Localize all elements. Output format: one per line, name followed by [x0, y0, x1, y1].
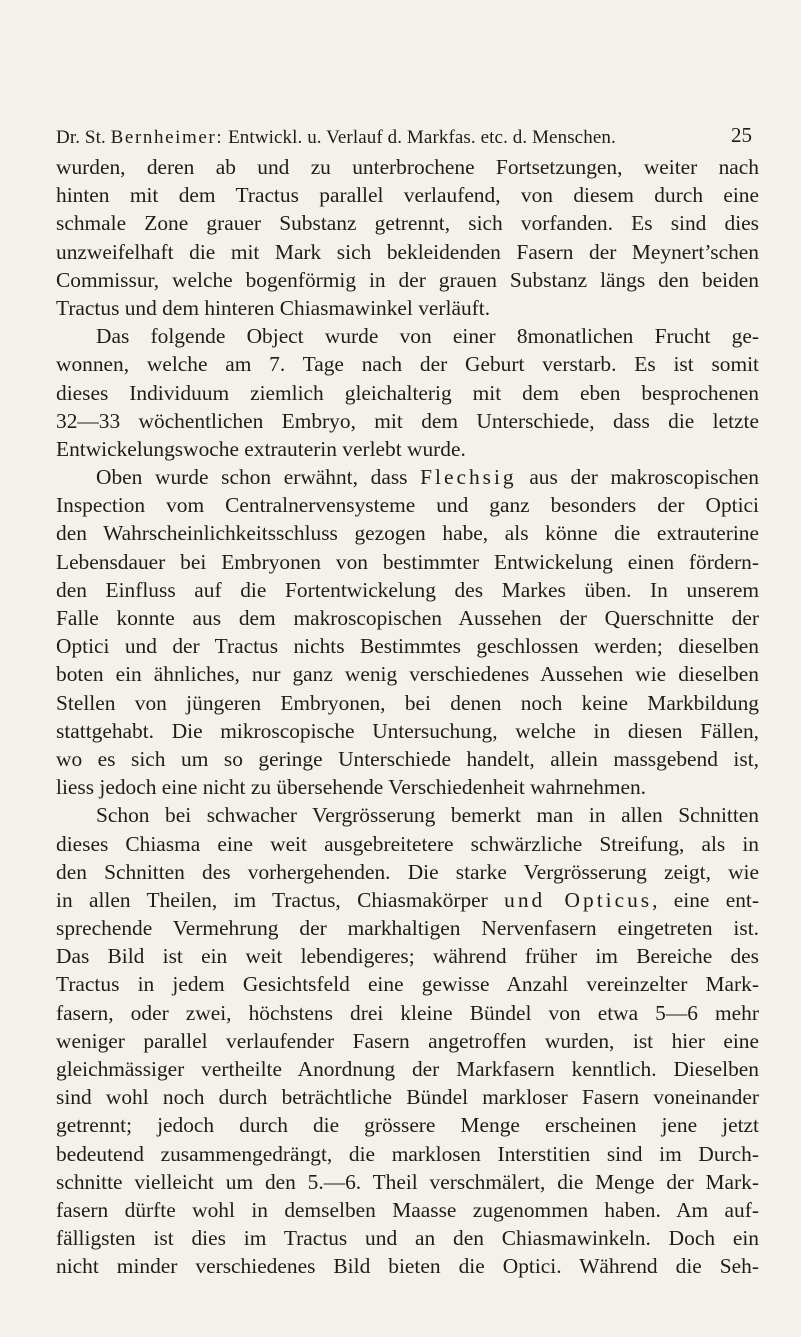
text-line: unzweifelhaft die mit Mark sich bekleidenden Fasern der Meynert’schen — [56, 239, 759, 264]
text-line: Stellen von jüngeren Embryonen, bei denen noch keine Markbildung — [56, 690, 759, 715]
text-line: Tractus in jedem Gesichtsfeld eine gewisse Anzahl vereinzelter Mark- — [56, 972, 759, 997]
text-line: fasern, oder zwei, höchstens drei kleine Bündel von etwa 5—6 mehr — [56, 1000, 759, 1025]
text-line: Das folgende Object wurde von einer 8monatlichen Frucht ge- — [96, 324, 759, 349]
text-line: stattgehabt. Die mikroscopische Untersuchung, welche in diesen Fällen, — [56, 718, 759, 743]
text-line: wo es sich um so geringe Unterschiede handelt, allein massgebend ist, — [56, 746, 759, 771]
text-line: den Einfluss auf die Fortentwickelung des Markes üben. In unserem — [56, 577, 759, 602]
text-line: wurden, deren ab und zu unterbrochene Fortsetzungen, weiter nach — [56, 155, 759, 179]
text-line: Entwickelungswoche extrauterin verlebt wurde. — [56, 436, 466, 461]
text-line: Schon bei schwacher Vergrösserung bemerkt man in allen Schnitten — [96, 803, 759, 828]
text-line: nicht minder verschiedenes Bild bieten die Optici. Während die Seh- — [56, 1254, 759, 1279]
page-number: 25 — [731, 123, 752, 147]
text-line: Optici und der Tractus nichts Bestimmtes geschlossen werden; dieselben — [56, 634, 759, 659]
text-line: wonnen, welche am 7. Tage nach der Geburt verstarb. Es ist somit — [56, 352, 759, 377]
text-line: hinten mit dem Tractus parallel verlaufend, von diesem durch eine — [56, 183, 759, 208]
text-line: dieses Individuum ziemlich gleichalterig mit dem eben besprochenen — [56, 380, 759, 405]
header-prefix: Dr. St. — [56, 127, 106, 148]
text-line: Tractus und dem hinteren Chiasmawinkel verläuft. — [56, 295, 491, 320]
text-line: Lebensdauer bei Embryonen von bestimmter Entwickelung einen fördern- — [56, 549, 759, 574]
text-line: gleichmässiger vertheilte Anordnung der Markfasern kenntlich. Dieselben — [56, 1057, 759, 1081]
text-line: Das Bild ist ein weit lebendigeres; während früher im Bereiche des — [56, 944, 759, 969]
text-line: schnitte vielleicht um den 5.—6. Theil verschmälert, die Menge der Mark- — [56, 1169, 759, 1194]
spaced-emphasis: Flechsig — [420, 465, 517, 490]
text-line: in allen Theilen, im Tractus, Chiasmakörper und Opticus, eine ent- — [56, 887, 759, 912]
text-line: liess jedoch eine nicht zu übersehende Verschiedenheit wahrnehmen. — [56, 775, 647, 800]
text-line: Inspection vom Centralnervensysteme und ganz besonders der Optici — [56, 493, 759, 518]
text-line: fälligsten ist dies im Tractus und an den Chiasmawinkeln. Doch ein — [56, 1226, 759, 1251]
text-line: Falle konnte aus dem makroscopischen Aussehen der Querschnitte der — [56, 606, 759, 630]
text-line: Commissur, welche bogenförmig in der grauen Substanz längs den beiden — [56, 267, 759, 292]
text-line: den Wahrscheinlichkeitsschluss gezogen habe, als könne die extrauterine — [56, 521, 759, 546]
body-text — [56, 153, 759, 1281]
running-header — [56, 126, 756, 150]
text-line: dieses Chiasma eine weit ausgebreitetere schwärzliche Streifung, als in — [56, 831, 759, 856]
text-line: Oben wurde schon erwähnt, dass Flechsig aus der makroscopischen — [96, 465, 759, 490]
text-line: bedeutend zusammengedrängt, die marklosen Interstitien sind im Durch- — [56, 1141, 759, 1166]
text-line: fasern dürfte wohl in demselben Maasse zugenommen haben. Am auf- — [56, 1197, 759, 1222]
text-line: weniger parallel verlaufender Fasern angetroffen wurden, ist hier eine — [56, 1028, 759, 1053]
spaced-emphasis: und Opticus — [504, 887, 653, 912]
header-title: Entwickl. u. Verlauf d. Markfas. etc. d. Menschen. — [228, 127, 616, 148]
text-line: sprechende Vermehrung der markhaltigen Nervenfasern eingetreten ist. — [56, 916, 759, 941]
text-line: schmale Zone grauer Substanz getrennt, sich vorfanden. Es sind dies — [56, 211, 759, 236]
text-line: den Schnitten des vorhergehenden. Die starke Vergrösserung zeigt, wie — [56, 859, 759, 884]
text-line: boten ein ähnliches, nur ganz wenig verschiedenes Aussehen wie dieselben — [56, 662, 759, 687]
text-line: 32—33 wöchentlichen Embryo, mit dem Unterschiede, dass die letzte — [56, 408, 759, 433]
text-line: getrennt; jedoch durch die grössere Menge erscheinen jene jetzt — [56, 1113, 759, 1138]
header-author: Bernheimer: — [110, 127, 224, 148]
text-line: sind wohl noch durch beträchtliche Bündel markloser Fasern voneinander — [56, 1085, 759, 1110]
